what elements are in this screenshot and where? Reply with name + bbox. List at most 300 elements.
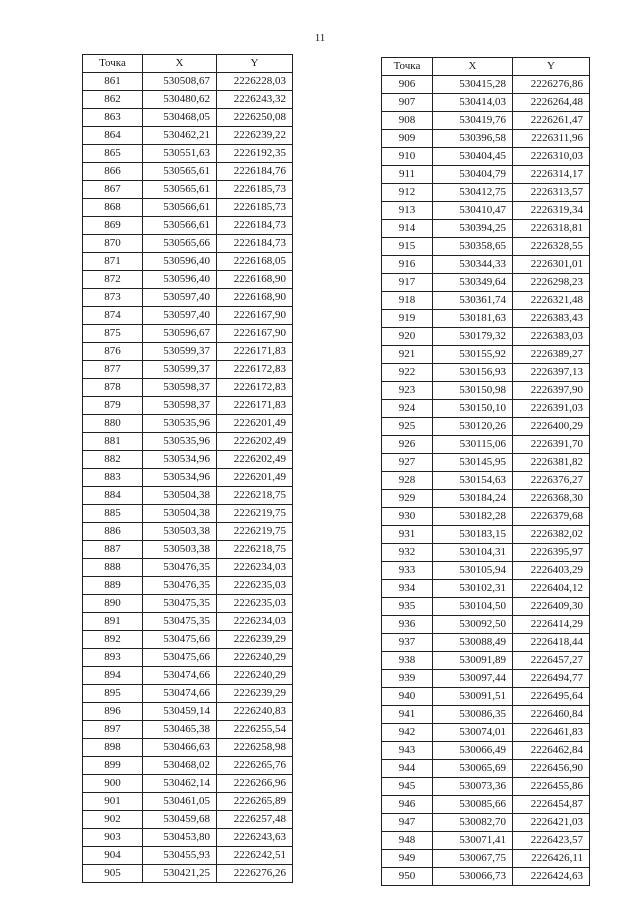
y-cell: 2226167,90 xyxy=(217,325,293,343)
point-cell: 887 xyxy=(83,541,143,559)
table-row xyxy=(83,325,293,343)
table-row xyxy=(382,850,590,868)
table-row xyxy=(382,598,590,616)
table-row xyxy=(382,76,590,94)
x-cell: 530596,40 xyxy=(143,271,217,289)
x-cell: 530145,95 xyxy=(433,454,513,472)
y-cell: 2226457,27 xyxy=(513,652,590,670)
point-cell: 883 xyxy=(83,469,143,487)
x-cell: 530082,70 xyxy=(433,814,513,832)
y-cell: 2226400,29 xyxy=(513,418,590,436)
y-cell: 2226495,64 xyxy=(513,688,590,706)
point-cell: 889 xyxy=(83,577,143,595)
y-cell: 2226311,96 xyxy=(513,130,590,148)
x-cell: 530599,37 xyxy=(143,361,217,379)
y-cell: 2226265,76 xyxy=(217,757,293,775)
y-cell: 2226201,49 xyxy=(217,469,293,487)
table-row xyxy=(83,361,293,379)
y-cell: 2226235,03 xyxy=(217,595,293,613)
point-cell: 865 xyxy=(83,145,143,163)
y-cell: 2226314,17 xyxy=(513,166,590,184)
x-cell: 530503,38 xyxy=(143,541,217,559)
x-cell: 530504,38 xyxy=(143,505,217,523)
table-row xyxy=(83,829,293,847)
y-cell: 2226321,48 xyxy=(513,292,590,310)
y-cell: 2226239,29 xyxy=(217,685,293,703)
x-cell: 530415,28 xyxy=(433,76,513,94)
x-cell: 530097,44 xyxy=(433,670,513,688)
y-cell: 2226455,86 xyxy=(513,778,590,796)
table-row xyxy=(83,523,293,541)
y-cell: 2226172,83 xyxy=(217,379,293,397)
y-cell: 2226397,13 xyxy=(513,364,590,382)
point-cell: 868 xyxy=(83,199,143,217)
x-cell: 530598,37 xyxy=(143,379,217,397)
x-cell: 530179,32 xyxy=(433,328,513,346)
point-cell: 873 xyxy=(83,289,143,307)
point-cell: 872 xyxy=(83,271,143,289)
point-cell: 891 xyxy=(83,613,143,631)
table-row xyxy=(382,382,590,400)
x-cell: 530535,96 xyxy=(143,415,217,433)
y-cell: 2226424,63 xyxy=(513,868,590,886)
y-cell: 2226219,75 xyxy=(217,505,293,523)
table-row xyxy=(83,667,293,685)
y-cell: 2226228,03 xyxy=(217,73,293,91)
y-cell: 2226460,84 xyxy=(513,706,590,724)
x-cell: 530074,01 xyxy=(433,724,513,742)
y-cell: 2226382,02 xyxy=(513,526,590,544)
point-cell: 920 xyxy=(382,328,433,346)
y-cell: 2226318,81 xyxy=(513,220,590,238)
x-cell: 530183,15 xyxy=(433,526,513,544)
table-row xyxy=(382,112,590,130)
y-cell: 2226168,90 xyxy=(217,271,293,289)
x-cell: 530349,64 xyxy=(433,274,513,292)
table-row xyxy=(382,742,590,760)
y-cell: 2226381,82 xyxy=(513,454,590,472)
table-row xyxy=(83,451,293,469)
point-cell: 927 xyxy=(382,454,433,472)
point-cell: 904 xyxy=(83,847,143,865)
y-cell: 2226240,29 xyxy=(217,667,293,685)
table-row xyxy=(83,73,293,91)
y-cell: 2226240,29 xyxy=(217,649,293,667)
point-cell: 941 xyxy=(382,706,433,724)
table-row xyxy=(382,706,590,724)
x-cell: 530476,35 xyxy=(143,577,217,595)
x-cell: 530150,98 xyxy=(433,382,513,400)
point-cell: 882 xyxy=(83,451,143,469)
table-row xyxy=(83,541,293,559)
y-cell: 2226276,26 xyxy=(217,865,293,883)
table-row xyxy=(382,688,590,706)
x-cell: 530468,05 xyxy=(143,109,217,127)
header-y: Y xyxy=(513,58,590,76)
x-cell: 530508,67 xyxy=(143,73,217,91)
y-cell: 2226202,49 xyxy=(217,451,293,469)
y-cell: 2226383,43 xyxy=(513,310,590,328)
y-cell: 2226184,76 xyxy=(217,163,293,181)
x-cell: 530596,67 xyxy=(143,325,217,343)
x-cell: 530596,40 xyxy=(143,253,217,271)
point-cell: 866 xyxy=(83,163,143,181)
y-cell: 2226368,30 xyxy=(513,490,590,508)
table-row xyxy=(83,721,293,739)
y-cell: 2226423,57 xyxy=(513,832,590,850)
point-cell: 893 xyxy=(83,649,143,667)
table-row xyxy=(382,724,590,742)
x-cell: 530421,25 xyxy=(143,865,217,883)
point-cell: 928 xyxy=(382,472,433,490)
y-cell: 2226171,83 xyxy=(217,397,293,415)
y-cell: 2226201,49 xyxy=(217,415,293,433)
point-cell: 948 xyxy=(382,832,433,850)
x-cell: 530462,21 xyxy=(143,127,217,145)
table-row xyxy=(382,580,590,598)
table-row xyxy=(83,163,293,181)
point-cell: 922 xyxy=(382,364,433,382)
point-cell: 864 xyxy=(83,127,143,145)
y-cell: 2226185,73 xyxy=(217,181,293,199)
table-row xyxy=(83,379,293,397)
y-cell: 2226239,22 xyxy=(217,127,293,145)
point-cell: 905 xyxy=(83,865,143,883)
table-row xyxy=(382,238,590,256)
x-cell: 530115,06 xyxy=(433,436,513,454)
x-cell: 530480,62 xyxy=(143,91,217,109)
x-cell: 530184,24 xyxy=(433,490,513,508)
point-cell: 871 xyxy=(83,253,143,271)
x-cell: 530475,35 xyxy=(143,613,217,631)
y-cell: 2226167,90 xyxy=(217,307,293,325)
point-cell: 949 xyxy=(382,850,433,868)
point-cell: 916 xyxy=(382,256,433,274)
point-cell: 913 xyxy=(382,202,433,220)
y-cell: 2226456,90 xyxy=(513,760,590,778)
point-cell: 936 xyxy=(382,616,433,634)
point-cell: 939 xyxy=(382,670,433,688)
table-row xyxy=(382,562,590,580)
x-cell: 530065,69 xyxy=(433,760,513,778)
point-cell: 879 xyxy=(83,397,143,415)
y-cell: 2226414,29 xyxy=(513,616,590,634)
y-cell: 2226235,03 xyxy=(217,577,293,595)
point-cell: 919 xyxy=(382,310,433,328)
table-row xyxy=(382,544,590,562)
x-cell: 530358,65 xyxy=(433,238,513,256)
y-cell: 2226328,55 xyxy=(513,238,590,256)
x-cell: 530102,31 xyxy=(433,580,513,598)
point-cell: 933 xyxy=(382,562,433,580)
table-row xyxy=(83,397,293,415)
point-cell: 900 xyxy=(83,775,143,793)
y-cell: 2226383,03 xyxy=(513,328,590,346)
table-row xyxy=(382,292,590,310)
point-cell: 910 xyxy=(382,148,433,166)
y-cell: 2226266,96 xyxy=(217,775,293,793)
x-cell: 530534,96 xyxy=(143,451,217,469)
table-row xyxy=(382,328,590,346)
x-cell: 530475,35 xyxy=(143,595,217,613)
table-row xyxy=(83,271,293,289)
table-row xyxy=(83,775,293,793)
header-x: X xyxy=(143,55,217,73)
table-row xyxy=(382,418,590,436)
point-cell: 914 xyxy=(382,220,433,238)
x-cell: 530073,36 xyxy=(433,778,513,796)
y-cell: 2226255,54 xyxy=(217,721,293,739)
table-row xyxy=(83,145,293,163)
table-row xyxy=(83,289,293,307)
y-cell: 2226298,23 xyxy=(513,274,590,292)
point-cell: 911 xyxy=(382,166,433,184)
y-cell: 2226261,47 xyxy=(513,112,590,130)
table-row xyxy=(382,760,590,778)
point-cell: 950 xyxy=(382,868,433,886)
x-cell: 530598,37 xyxy=(143,397,217,415)
table-row xyxy=(83,865,293,883)
x-cell: 530091,51 xyxy=(433,688,513,706)
x-cell: 530092,50 xyxy=(433,616,513,634)
point-cell: 888 xyxy=(83,559,143,577)
point-cell: 909 xyxy=(382,130,433,148)
table-row xyxy=(382,274,590,292)
point-cell: 895 xyxy=(83,685,143,703)
point-cell: 886 xyxy=(83,523,143,541)
table-row xyxy=(382,454,590,472)
x-cell: 530344,33 xyxy=(433,256,513,274)
point-cell: 902 xyxy=(83,811,143,829)
point-cell: 869 xyxy=(83,217,143,235)
x-cell: 530453,80 xyxy=(143,829,217,847)
x-cell: 530404,45 xyxy=(433,148,513,166)
table-row xyxy=(83,199,293,217)
point-cell: 884 xyxy=(83,487,143,505)
y-cell: 2226397,90 xyxy=(513,382,590,400)
y-cell: 2226403,29 xyxy=(513,562,590,580)
y-cell: 2226250,08 xyxy=(217,109,293,127)
table-row xyxy=(382,184,590,202)
y-cell: 2226192,35 xyxy=(217,145,293,163)
x-cell: 530566,61 xyxy=(143,199,217,217)
y-cell: 2226426,11 xyxy=(513,850,590,868)
x-cell: 530459,14 xyxy=(143,703,217,721)
point-cell: 918 xyxy=(382,292,433,310)
point-cell: 938 xyxy=(382,652,433,670)
point-cell: 892 xyxy=(83,631,143,649)
table-row xyxy=(83,649,293,667)
x-cell: 530085,66 xyxy=(433,796,513,814)
point-cell: 908 xyxy=(382,112,433,130)
table-header-row xyxy=(382,58,590,76)
table-row xyxy=(83,739,293,757)
point-cell: 935 xyxy=(382,598,433,616)
x-cell: 530414,03 xyxy=(433,94,513,112)
x-cell: 530155,92 xyxy=(433,346,513,364)
table-row xyxy=(83,253,293,271)
y-cell: 2226202,49 xyxy=(217,433,293,451)
table-row xyxy=(382,220,590,238)
point-cell: 885 xyxy=(83,505,143,523)
x-cell: 530466,63 xyxy=(143,739,217,757)
table-row xyxy=(83,631,293,649)
point-cell: 917 xyxy=(382,274,433,292)
table-row xyxy=(382,436,590,454)
y-cell: 2226391,70 xyxy=(513,436,590,454)
x-cell: 530465,38 xyxy=(143,721,217,739)
point-cell: 945 xyxy=(382,778,433,796)
y-cell: 2226172,83 xyxy=(217,361,293,379)
table-row xyxy=(382,616,590,634)
x-cell: 530565,61 xyxy=(143,181,217,199)
x-cell: 530182,28 xyxy=(433,508,513,526)
table-row xyxy=(83,559,293,577)
x-cell: 530565,66 xyxy=(143,235,217,253)
x-cell: 530597,40 xyxy=(143,289,217,307)
point-cell: 877 xyxy=(83,361,143,379)
point-cell: 899 xyxy=(83,757,143,775)
point-cell: 940 xyxy=(382,688,433,706)
table-row xyxy=(83,181,293,199)
point-cell: 901 xyxy=(83,793,143,811)
point-cell: 878 xyxy=(83,379,143,397)
x-cell: 530468,02 xyxy=(143,757,217,775)
y-cell: 2226301,01 xyxy=(513,256,590,274)
table-header-row xyxy=(83,55,293,73)
x-cell: 530104,31 xyxy=(433,544,513,562)
table-row xyxy=(382,508,590,526)
y-cell: 2226265,89 xyxy=(217,793,293,811)
y-cell: 2226171,83 xyxy=(217,343,293,361)
table-row xyxy=(83,847,293,865)
point-cell: 897 xyxy=(83,721,143,739)
table-row xyxy=(382,778,590,796)
table-row xyxy=(83,307,293,325)
x-cell: 530462,14 xyxy=(143,775,217,793)
x-cell: 530104,50 xyxy=(433,598,513,616)
table-row xyxy=(83,811,293,829)
table-row xyxy=(382,634,590,652)
y-cell: 2226494,77 xyxy=(513,670,590,688)
point-cell: 942 xyxy=(382,724,433,742)
table-row xyxy=(83,91,293,109)
x-cell: 530120,26 xyxy=(433,418,513,436)
point-cell: 915 xyxy=(382,238,433,256)
y-cell: 2226218,75 xyxy=(217,487,293,505)
x-cell: 530394,25 xyxy=(433,220,513,238)
point-cell: 923 xyxy=(382,382,433,400)
y-cell: 2226395,97 xyxy=(513,544,590,562)
y-cell: 2226319,34 xyxy=(513,202,590,220)
x-cell: 530067,75 xyxy=(433,850,513,868)
point-cell: 931 xyxy=(382,526,433,544)
table-row xyxy=(382,130,590,148)
point-cell: 880 xyxy=(83,415,143,433)
point-cell: 876 xyxy=(83,343,143,361)
point-cell: 921 xyxy=(382,346,433,364)
table-row xyxy=(83,793,293,811)
point-cell: 861 xyxy=(83,73,143,91)
x-cell: 530105,94 xyxy=(433,562,513,580)
table-row xyxy=(83,217,293,235)
x-cell: 530412,75 xyxy=(433,184,513,202)
table-row xyxy=(83,613,293,631)
y-cell: 2226391,03 xyxy=(513,400,590,418)
x-cell: 530475,66 xyxy=(143,631,217,649)
x-cell: 530566,61 xyxy=(143,217,217,235)
x-cell: 530156,93 xyxy=(433,364,513,382)
table-row xyxy=(83,487,293,505)
y-cell: 2226184,73 xyxy=(217,235,293,253)
y-cell: 2226243,32 xyxy=(217,91,293,109)
header-point: Точка xyxy=(382,58,433,76)
header-x: X xyxy=(433,58,513,76)
point-cell: 937 xyxy=(382,634,433,652)
y-cell: 2226418,44 xyxy=(513,634,590,652)
x-cell: 530419,76 xyxy=(433,112,513,130)
table-row xyxy=(382,832,590,850)
table-row xyxy=(382,472,590,490)
table-row xyxy=(83,415,293,433)
x-cell: 530404,79 xyxy=(433,166,513,184)
table-row xyxy=(83,595,293,613)
y-cell: 2226239,29 xyxy=(217,631,293,649)
y-cell: 2226219,75 xyxy=(217,523,293,541)
y-cell: 2226454,87 xyxy=(513,796,590,814)
x-cell: 530066,73 xyxy=(433,868,513,886)
point-cell: 947 xyxy=(382,814,433,832)
x-cell: 530599,37 xyxy=(143,343,217,361)
table-row xyxy=(382,814,590,832)
y-cell: 2226242,51 xyxy=(217,847,293,865)
point-cell: 874 xyxy=(83,307,143,325)
table-row xyxy=(83,505,293,523)
x-cell: 530088,49 xyxy=(433,634,513,652)
point-cell: 934 xyxy=(382,580,433,598)
point-cell: 862 xyxy=(83,91,143,109)
x-cell: 530150,10 xyxy=(433,400,513,418)
point-cell: 881 xyxy=(83,433,143,451)
table-row xyxy=(382,364,590,382)
point-cell: 926 xyxy=(382,436,433,454)
point-cell: 870 xyxy=(83,235,143,253)
table-row xyxy=(83,757,293,775)
x-cell: 530503,38 xyxy=(143,523,217,541)
x-cell: 530565,61 xyxy=(143,163,217,181)
point-cell: 903 xyxy=(83,829,143,847)
point-cell: 925 xyxy=(382,418,433,436)
y-cell: 2226218,75 xyxy=(217,541,293,559)
x-cell: 530474,66 xyxy=(143,667,217,685)
y-cell: 2226421,03 xyxy=(513,814,590,832)
x-cell: 530476,35 xyxy=(143,559,217,577)
x-cell: 530091,89 xyxy=(433,652,513,670)
x-cell: 530071,41 xyxy=(433,832,513,850)
table-row xyxy=(382,868,590,886)
x-cell: 530535,96 xyxy=(143,433,217,451)
point-cell: 898 xyxy=(83,739,143,757)
x-cell: 530154,63 xyxy=(433,472,513,490)
y-cell: 2226461,83 xyxy=(513,724,590,742)
table-row xyxy=(382,526,590,544)
y-cell: 2226264,48 xyxy=(513,94,590,112)
point-cell: 944 xyxy=(382,760,433,778)
header-y: Y xyxy=(217,55,293,73)
x-cell: 530475,66 xyxy=(143,649,217,667)
y-cell: 2226234,03 xyxy=(217,559,293,577)
point-cell: 863 xyxy=(83,109,143,127)
